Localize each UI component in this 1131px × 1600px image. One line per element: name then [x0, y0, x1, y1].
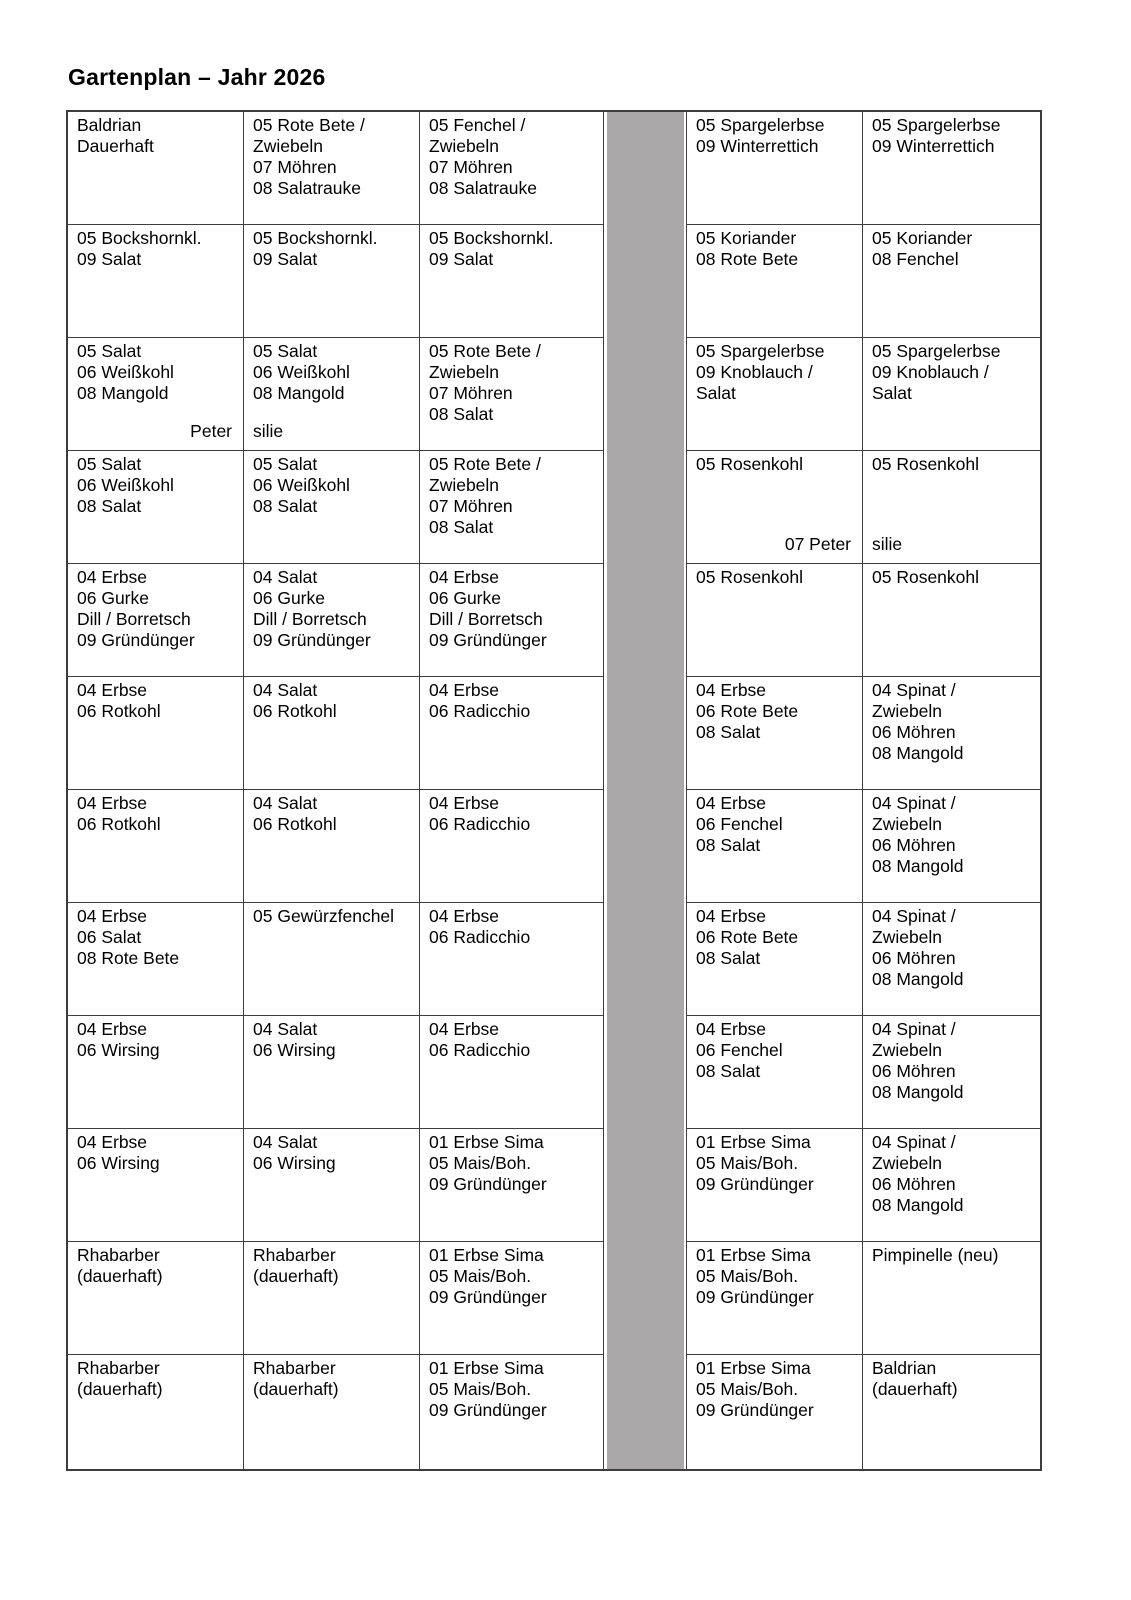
plot-cell: [68, 564, 244, 677]
cell-line: 06 Rotkohl: [253, 701, 337, 721]
cell-line: 06 Wirsing: [253, 1153, 336, 1173]
cell-line: 06 Radicchio: [429, 1040, 531, 1060]
cell-line: 06 Möhren: [872, 722, 956, 742]
plot-cell: [244, 451, 420, 564]
cell-line: Zwiebeln: [253, 136, 324, 156]
cell-line: Dill / Borretsch: [253, 609, 367, 629]
cell-line: 08 Mangold: [872, 856, 964, 876]
cell-line: 04 Spinat /: [872, 793, 956, 813]
plot-cell: [687, 1355, 863, 1469]
cell-line: 04 Erbse: [77, 567, 148, 587]
cell-line: (dauerhaft): [253, 1266, 339, 1286]
cell-line: 08 Rote Bete: [696, 249, 799, 269]
cell-line: 06 Wirsing: [253, 1040, 336, 1060]
cell-line: 04 Spinat /: [872, 1019, 956, 1039]
cell-line: 06 Rotkohl: [77, 814, 161, 834]
plot-cell: [68, 903, 244, 1016]
cell-line: 06 Rote Bete: [696, 927, 799, 947]
plot-cell: [68, 225, 244, 338]
cell-line: 04 Salat: [253, 1019, 318, 1039]
plot-cell: [863, 790, 1040, 903]
cell-line: Zwiebeln: [872, 1153, 943, 1173]
cell-line: Zwiebeln: [872, 927, 943, 947]
plot-cell: [687, 677, 863, 790]
cell-line: 05 Rosenkohl: [696, 567, 804, 587]
plot-cell: [687, 564, 863, 677]
plot-cell: [863, 225, 1040, 338]
cell-line: 05 Mais/Boh.: [696, 1379, 799, 1399]
cell-line: 07 Möhren: [253, 157, 337, 177]
cell-line: 01 Erbse Sima: [429, 1245, 544, 1265]
plot-cell: [863, 1355, 1040, 1469]
cell-line: 08 Salat: [253, 496, 318, 516]
cell-line: 08 Mangold: [872, 969, 964, 989]
plot-cell: [68, 790, 244, 903]
plot-cell: [244, 338, 420, 451]
cell-line: 08 Mangold: [872, 1082, 964, 1102]
cell-line: 04 Spinat /: [872, 906, 956, 926]
cell-line: 06 Möhren: [872, 1174, 956, 1194]
plot-cell: [863, 903, 1040, 1016]
cell-line: 09 Knoblauch /: [872, 362, 989, 382]
plot-cell: [687, 1016, 863, 1129]
cell-line: 04 Erbse: [696, 1019, 767, 1039]
cell-line: 04 Erbse: [429, 1019, 500, 1039]
cell-bottom-text: 07 Peter: [784, 534, 851, 554]
cell-line: 08 Salat: [429, 404, 494, 424]
plot-cell: [687, 225, 863, 338]
cell-line: 05 Spargelerbse: [872, 341, 1001, 361]
cell-line: 04 Erbse: [696, 680, 767, 700]
cell-line: Dauerhaft: [77, 136, 154, 156]
cell-line: 08 Fenchel: [872, 249, 959, 269]
cell-line: 06 Gurke: [253, 588, 325, 608]
cell-line: 04 Salat: [253, 567, 318, 587]
cell-line: 09 Gründünger: [696, 1400, 814, 1420]
plot-cell: [420, 1016, 604, 1129]
cell-line: 07 Möhren: [429, 157, 513, 177]
cell-bottom-text: Peter: [190, 421, 232, 441]
cell-line: 07 Möhren: [429, 383, 513, 403]
cell-line: Pimpinelle (neu): [872, 1245, 999, 1265]
plot-cell: [687, 1129, 863, 1242]
plot-cell: [863, 112, 1040, 225]
cell-line: 08 Rote Bete: [77, 948, 180, 968]
plot-cell: [687, 338, 863, 451]
plot-cell: [244, 112, 420, 225]
cell-line: (dauerhaft): [253, 1379, 339, 1399]
cell-line: 09 Gründünger: [429, 1174, 547, 1194]
cell-line: 06 Wirsing: [77, 1040, 160, 1060]
cell-line: Zwiebeln: [872, 814, 943, 834]
cell-line: 04 Salat: [253, 680, 318, 700]
plot-cell: [420, 1129, 604, 1242]
cell-line: 06 Weißkohl: [253, 475, 350, 495]
cell-line: 08 Salat: [429, 517, 494, 537]
cell-line: 05 Mais/Boh.: [429, 1153, 532, 1173]
cell-line: 06 Gurke: [77, 588, 149, 608]
plot-cell: [244, 790, 420, 903]
cell-line: (dauerhaft): [77, 1379, 163, 1399]
cell-line: 05 Rosenkohl: [872, 567, 980, 587]
cell-line: 05 Spargelerbse: [872, 115, 1001, 135]
cell-line: 06 Möhren: [872, 835, 956, 855]
cell-line: 04 Erbse: [77, 906, 148, 926]
plot-cell: [863, 1016, 1040, 1129]
cell-line: 09 Gründünger: [696, 1287, 814, 1307]
cell-line: 04 Salat: [253, 793, 318, 813]
cell-line: 05 Fenchel /: [429, 115, 526, 135]
plot-cell: [863, 677, 1040, 790]
separator-strip: [604, 112, 687, 1469]
cell-line: 01 Erbse Sima: [429, 1358, 544, 1378]
cell-line: Rhabarber: [253, 1245, 336, 1265]
plot-cell: [68, 677, 244, 790]
plot-cell: [420, 1355, 604, 1469]
cell-line: 09 Winterrettich: [872, 136, 995, 156]
plot-cell: [68, 1129, 244, 1242]
cell-line: 09 Gründünger: [429, 1287, 547, 1307]
cell-line: 04 Erbse: [696, 793, 767, 813]
cell-line: 06 Fenchel: [696, 814, 783, 834]
cell-line: 05 Salat: [253, 454, 318, 474]
plot-cell: [420, 903, 604, 1016]
cell-line: 08 Salatrauke: [429, 178, 537, 198]
cell-line: 05 Rote Bete /: [429, 454, 541, 474]
cell-bottom-text: silie: [872, 534, 903, 554]
plot-cell: [244, 903, 420, 1016]
cell-line: 09 Salat: [77, 249, 142, 269]
plot-cell: [68, 1242, 244, 1355]
plot-cell: [687, 451, 863, 564]
cell-line: 09 Gründünger: [696, 1174, 814, 1194]
cell-line: 04 Salat: [253, 1132, 318, 1152]
plot-cell: [863, 451, 1040, 564]
cell-line: (dauerhaft): [872, 1379, 958, 1399]
cell-line: Salat: [872, 383, 912, 403]
plot-cell: [68, 1016, 244, 1129]
cell-line: Dill / Borretsch: [77, 609, 191, 629]
cell-line: 05 Rote Bete /: [429, 341, 541, 361]
plot-cell: [244, 1355, 420, 1469]
cell-line: 06 Radicchio: [429, 814, 531, 834]
cell-line: 07 Möhren: [429, 496, 513, 516]
cell-line: 05 Mais/Boh.: [429, 1379, 532, 1399]
cell-line: 09 Gründünger: [77, 630, 195, 650]
plot-cell: [863, 1242, 1040, 1355]
cell-line: Zwiebeln: [429, 475, 500, 495]
cell-line: 06 Salat: [77, 927, 142, 947]
cell-line: 04 Spinat /: [872, 1132, 956, 1152]
cell-line: Zwiebeln: [429, 362, 500, 382]
plot-cell: [244, 1129, 420, 1242]
cell-line: Rhabarber: [77, 1245, 160, 1265]
cell-line: 05 Mais/Boh.: [696, 1266, 799, 1286]
cell-line: Zwiebeln: [429, 136, 500, 156]
cell-line: 08 Salat: [77, 496, 142, 516]
cell-line: 08 Salat: [696, 722, 761, 742]
cell-line: 05 Bockshornkl.: [77, 228, 202, 248]
cell-line: 04 Spinat /: [872, 680, 956, 700]
cell-line: 08 Mangold: [872, 1195, 964, 1215]
cell-line: 05 Salat: [253, 341, 318, 361]
plot-cell: [420, 1242, 604, 1355]
cell-line: 08 Salat: [696, 948, 761, 968]
cell-line: 04 Erbse: [77, 1019, 148, 1039]
cell-line: 04 Erbse: [429, 567, 500, 587]
cell-line: 01 Erbse Sima: [696, 1132, 811, 1152]
cell-line: 05 Koriander: [696, 228, 797, 248]
cell-line: Baldrian: [77, 115, 142, 135]
plot-cell: [420, 677, 604, 790]
cell-line: 09 Salat: [429, 249, 494, 269]
cell-line: 08 Mangold: [872, 743, 964, 763]
plot-cell: [420, 112, 604, 225]
cell-line: 05 Spargelerbse: [696, 115, 825, 135]
plot-cell: [420, 338, 604, 451]
cell-line: 05 Mais/Boh.: [429, 1266, 532, 1286]
plot-cell: [244, 1016, 420, 1129]
cell-line: Zwiebeln: [872, 1040, 943, 1060]
cell-line: 05 Bockshornkl.: [429, 228, 554, 248]
garden-table: [66, 110, 1042, 1471]
cell-line: 06 Weißkohl: [77, 362, 174, 382]
plot-cell: [687, 790, 863, 903]
cell-line: Zwiebeln: [872, 701, 943, 721]
cell-line: 08 Salatrauke: [253, 178, 361, 198]
cell-line: 01 Erbse Sima: [696, 1358, 811, 1378]
cell-line: 04 Erbse: [77, 793, 148, 813]
plot-cell: [244, 225, 420, 338]
cell-line: 06 Fenchel: [696, 1040, 783, 1060]
cell-bottom-text: silie: [253, 421, 284, 441]
cell-line: Rhabarber: [77, 1358, 160, 1378]
cell-line: 09 Knoblauch /: [696, 362, 813, 382]
cell-line: 05 Koriander: [872, 228, 973, 248]
page-title: Gartenplan – Jahr 2026: [68, 64, 326, 90]
plot-cell: [420, 790, 604, 903]
cell-line: 04 Erbse: [696, 906, 767, 926]
separator-strip-fill: [607, 112, 684, 1469]
plot-cell: [68, 451, 244, 564]
plot-cell: [68, 1355, 244, 1469]
plot-cell: [863, 564, 1040, 677]
cell-line: 05 Mais/Boh.: [696, 1153, 799, 1173]
cell-line: 05 Rosenkohl: [696, 454, 804, 474]
cell-line: 05 Salat: [77, 341, 142, 361]
cell-line: 05 Rote Bete /: [253, 115, 365, 135]
cell-line: Dill / Borretsch: [429, 609, 543, 629]
plot-cell: [687, 1242, 863, 1355]
cell-line: 01 Erbse Sima: [696, 1245, 811, 1265]
plot-cell: [687, 112, 863, 225]
cell-line: 09 Gründünger: [429, 630, 547, 650]
cell-line: 01 Erbse Sima: [429, 1132, 544, 1152]
plot-cell: [68, 112, 244, 225]
plot-cell: [687, 903, 863, 1016]
cell-line: 06 Radicchio: [429, 927, 531, 947]
cell-line: 06 Möhren: [872, 948, 956, 968]
cell-line: Baldrian: [872, 1358, 937, 1378]
cell-line: 09 Gründünger: [253, 630, 371, 650]
cell-line: 06 Rotkohl: [77, 701, 161, 721]
cell-line: 04 Erbse: [429, 906, 500, 926]
plot-cell: [420, 564, 604, 677]
cell-line: 08 Mangold: [253, 383, 345, 403]
cell-line: 05 Bockshornkl.: [253, 228, 378, 248]
cell-line: 08 Salat: [696, 1061, 761, 1081]
cell-line: 05 Gewürzfenchel: [253, 906, 395, 926]
cell-line: 08 Salat: [696, 835, 761, 855]
cell-line: 06 Wirsing: [77, 1153, 160, 1173]
cell-line: 05 Spargelerbse: [696, 341, 825, 361]
cell-line: 06 Rote Bete: [696, 701, 799, 721]
cell-line: 04 Erbse: [77, 680, 148, 700]
cell-line: 04 Erbse: [77, 1132, 148, 1152]
cell-line: 06 Radicchio: [429, 701, 531, 721]
cell-line: 09 Gründünger: [429, 1400, 547, 1420]
plot-cell: [244, 677, 420, 790]
cell-line: 09 Winterrettich: [696, 136, 819, 156]
cell-line: 06 Rotkohl: [253, 814, 337, 834]
plot-cell: [244, 564, 420, 677]
plot-cell: [68, 338, 244, 451]
cell-line: 06 Weißkohl: [77, 475, 174, 495]
cell-line: 08 Mangold: [77, 383, 169, 403]
cell-line: 09 Salat: [253, 249, 318, 269]
cell-line: 06 Gurke: [429, 588, 501, 608]
cell-line: 05 Salat: [77, 454, 142, 474]
plot-cell: [420, 451, 604, 564]
plot-cell: [863, 1129, 1040, 1242]
cell-line: Salat: [696, 383, 736, 403]
cell-line: 04 Erbse: [429, 793, 500, 813]
plot-cell: [863, 338, 1040, 451]
cell-line: 06 Weißkohl: [253, 362, 350, 382]
cell-line: 04 Erbse: [429, 680, 500, 700]
plot-cell: [244, 1242, 420, 1355]
cell-line: Rhabarber: [253, 1358, 336, 1378]
cell-line: 05 Rosenkohl: [872, 454, 980, 474]
cell-line: 06 Möhren: [872, 1061, 956, 1081]
plot-cell: [420, 225, 604, 338]
cell-line: (dauerhaft): [77, 1266, 163, 1286]
